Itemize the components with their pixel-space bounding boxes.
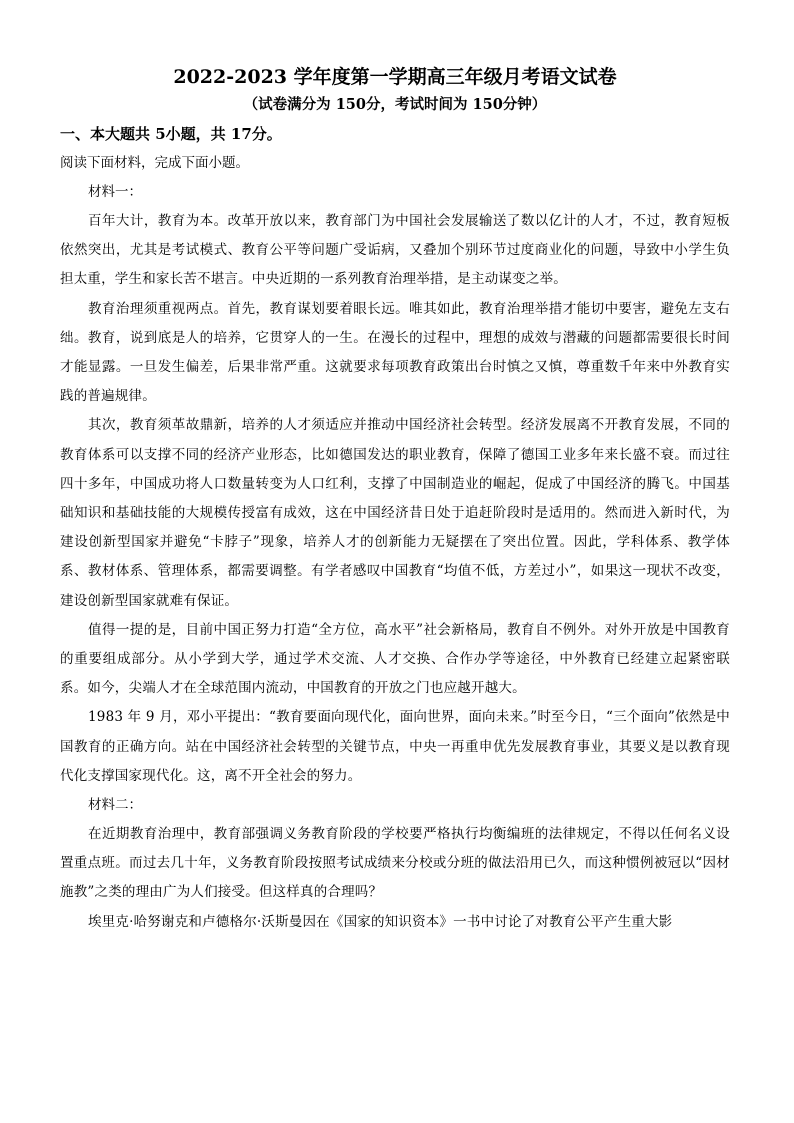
exam-subtitle: （试卷满分为 150分，考试时间为 150分钟） [243,96,547,113]
reading-instruction: 阅读下面材料，完成下面小题。 [60,155,249,171]
material-two-label: 材料二： [88,797,142,814]
material-one-paragraph: 其次，教育须革故鼎新，培养的人才须适应并推动中国经济社会转型。经济发展离不开教育发展，不同的教育体系可以支撑不同的经济产业形态，比如德国发达的职业教育，保障了德国工业多年来长盛不衰。而过往四十多年，中国成功将人口数量转变为人口红利，支撑了中国制造业的崛起，促成了中国经济的腾飞。中国基础知识和基础技能的大规模传授富有成效，这在中国经济昔日处于追赶阶段时是适用的。然而进入新时代，为建设创新型国家并避免“卡脖子”现象，培养人才的创新能力无疑摆在了突出位置。因此，学科体系、教学体系、教材体系、管理体系，都需要调整。有学者感叹中国教育“均值不低，方差过小”，如果这一现状不改变，建设创新型国家就难有保证。 [60,417,730,609]
material-two-paragraph: 在近期教育治理中，教育部强调义务教育阶段的学校要严格执行均衡编班的法律规定，不得以任何名义设置重点班。而过去几十年，义务教育阶段按照考试成绩来分校或分班的做法沿用已久，而这种惯例被冠以“因材施教”之类的理由广为人们接受。但这样真的合理吗？ [60,826,730,901]
material-one-paragraph: 值得一提的是，目前中国正努力打造“全方位，高水平”社会新格局，教育自不例外。对外开放是中国教育的重要组成部分。从小学到大学，通过学术交流、人才交换、合作办学等途径，中外教育已经建立起紧密联系。如今，尖端人才在全球范围内流动，中国教育的开放之门也应越开越大。 [60,621,730,697]
material-one-paragraph: 教育治理须重视两点。首先，教育谋划要着眼长远。唯其如此，教育治理举措才能切中要害，避免左支右绌。教育，说到底是人的培养，它贯穿人的一生。在漫长的过程中，理想的成效与潜藏的问题都需要很长时间才能显露。一旦发生偏差，后果非常严重。这就要求每项教育政策出台时慎之又慎，尊重数千年来中外教育实践的普遍规律。 [60,300,730,405]
exam-page [60,62,730,937]
exam-title: 2022-2023 学年度第一学期高三年级月考语文试卷 [173,66,617,88]
material-one-label: 材料一： [88,184,142,200]
material-two-paragraph: 埃里克·哈努谢克和卢德格尔·沃斯曼因在《国家的知识资本》一书中讨论了对教育公平产生重大影 [88,913,673,930]
section-heading: 一、本大题共 5小题，共 17分。 [60,125,282,143]
material-one-paragraph: 百年大计，教育为本。改革开放以来，教育部门为中国社会发展输送了数以亿计的人才，不过，教育短板依然突出，尤其是考试模式、教育公平等问题广受诟病，又叠加个别环节过度商业化的问题，导致中小学生负担太重，学生和家长苦不堪言。中央近期的一系列教育治理举措，是主动谋变之举。 [60,213,730,288]
material-one-paragraph: 1983 年 9 月，邓小平提出：“教育要面向现代化，面向世界，面向未来。”时至今日，“三个面向”依然是中国教育的正确方向。站在中国经济社会转型的关键节点，中央一再重申优先发展教育事业，其要义是以教育现代化支撑国家现代化。这，离不开全社会的努力。 [60,709,730,784]
